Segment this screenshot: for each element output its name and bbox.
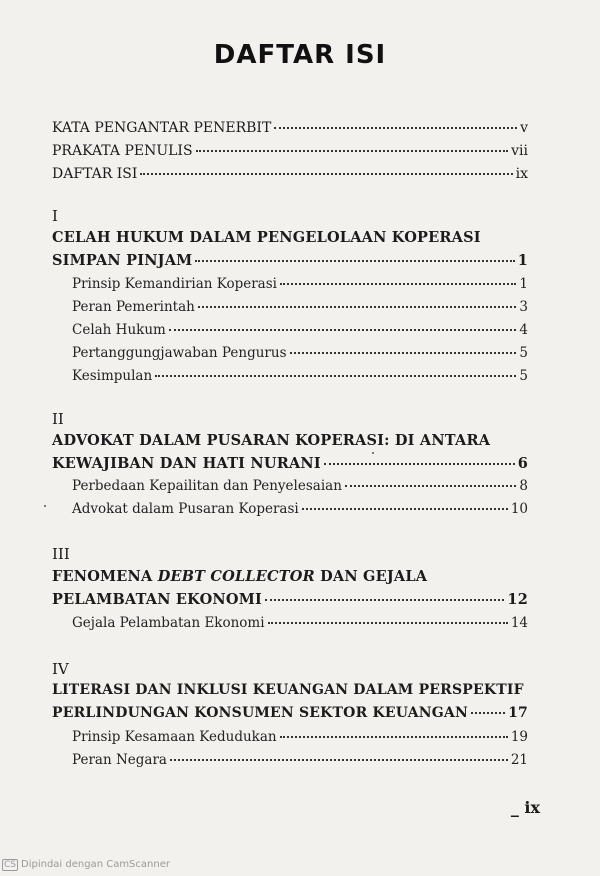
section-label: Pertanggungjawaban Pengurus bbox=[72, 345, 287, 361]
toc-section-entry bbox=[72, 368, 528, 384]
section-label: Gejala Pelambatan Ekonomi bbox=[72, 615, 265, 631]
chapter-title-entry bbox=[52, 591, 528, 608]
toc-entry-label: KATA PENGANTAR PENERBIT bbox=[52, 120, 272, 136]
dot-leader bbox=[155, 375, 516, 377]
toc-entry-page: v bbox=[520, 120, 528, 136]
dot-leader bbox=[196, 150, 509, 152]
chapter-title: CELAH HUKUM DALAM PENGELOLAAN KOPERASI bbox=[52, 229, 481, 246]
toc-section-entry bbox=[72, 276, 528, 292]
dot-leader bbox=[302, 508, 508, 510]
chapter-title-entry bbox=[52, 455, 528, 472]
section-page: 5 bbox=[519, 368, 528, 384]
toc-entry-page: vii bbox=[511, 143, 528, 159]
toc-section-entry bbox=[72, 752, 528, 768]
toc-section-entry bbox=[72, 615, 528, 631]
dot-leader bbox=[280, 736, 508, 738]
scan-speck bbox=[44, 505, 46, 507]
toc-entry-kata-pengantar bbox=[52, 120, 528, 136]
chapter-title-continued: PERLINDUNGAN KONSUMEN SEKTOR KEUANGAN bbox=[52, 705, 468, 721]
toc-entry-page: ix bbox=[515, 166, 528, 182]
chapter-title-continued: KEWAJIBAN DAN HATI NURANI bbox=[52, 455, 321, 472]
chapter-title: ADVOKAT DALAM PUSARAN KOPERASI: DI ANTARA bbox=[52, 432, 491, 449]
toc-section-entry bbox=[72, 478, 528, 494]
section-page: 4 bbox=[519, 322, 528, 338]
chapter-page: 6 bbox=[517, 455, 528, 472]
chapter-title-italic: DEBT COLLECTOR bbox=[157, 568, 315, 585]
section-page: 19 bbox=[510, 729, 528, 745]
chapter-title-entry bbox=[52, 705, 528, 721]
scan-speck bbox=[372, 452, 374, 454]
toc-entry-label: PRAKATA PENULIS bbox=[52, 143, 193, 159]
section-page: 5 bbox=[519, 345, 528, 361]
section-page: 10 bbox=[510, 501, 528, 517]
chapter-title-entry bbox=[52, 252, 528, 269]
chapter-title bbox=[52, 568, 427, 585]
dot-leader bbox=[170, 759, 508, 761]
toc-section-entry bbox=[72, 299, 528, 315]
toc-section-entry bbox=[72, 322, 528, 338]
chapter-number: IV bbox=[52, 660, 69, 678]
chapter-title: LITERASI DAN INKLUSI KEUANGAN DALAM PERSPEKTIF bbox=[52, 682, 524, 698]
dot-leader bbox=[195, 260, 514, 262]
dot-leader bbox=[198, 306, 517, 308]
toc-entry-prakata bbox=[52, 143, 528, 159]
chapter-number: II bbox=[52, 410, 64, 428]
section-label: Prinsip Kemandirian Koperasi bbox=[72, 276, 277, 292]
section-label: Perbedaan Kepailitan dan Penyelesaian bbox=[72, 478, 342, 494]
chapter-title-continued: SIMPAN PINJAM bbox=[52, 252, 193, 269]
dot-leader bbox=[274, 127, 517, 129]
section-label: Peran Pemerintah bbox=[72, 299, 195, 315]
chapter-page: 1 bbox=[517, 252, 528, 269]
chapter-number: I bbox=[52, 207, 58, 225]
dot-leader bbox=[140, 173, 512, 175]
chapter-title-continued: PELAMBATAN EKONOMI bbox=[52, 591, 262, 608]
toc-section-entry bbox=[72, 501, 528, 517]
toc-section-entry bbox=[72, 345, 528, 361]
section-label: Advokat dalam Pusaran Koperasi bbox=[72, 501, 299, 517]
chapter-title-part: DAN GEJALA bbox=[314, 568, 428, 585]
chapter-page: 17 bbox=[508, 705, 528, 721]
dot-leader bbox=[290, 352, 517, 354]
chapter-number: III bbox=[52, 545, 70, 563]
toc-entry-label: DAFTAR ISI bbox=[52, 166, 138, 182]
dot-leader bbox=[345, 485, 517, 487]
dot-leader bbox=[471, 712, 505, 714]
toc-section-entry bbox=[72, 729, 528, 745]
section-label: Peran Negara bbox=[72, 752, 167, 768]
section-page: 14 bbox=[510, 615, 528, 631]
section-page: 1 bbox=[519, 276, 528, 292]
section-page: 3 bbox=[519, 299, 528, 315]
page-number: _ ix bbox=[510, 798, 540, 817]
section-label: Kesimpulan bbox=[72, 368, 153, 384]
dot-leader bbox=[265, 599, 504, 601]
chapter-page: 12 bbox=[507, 591, 528, 608]
dot-leader bbox=[324, 463, 515, 465]
camscanner-logo: CS bbox=[4, 860, 16, 870]
page-title: DAFTAR ISI bbox=[213, 40, 387, 70]
chapter-title-part: FENOMENA bbox=[52, 568, 158, 585]
dot-leader bbox=[169, 329, 517, 331]
toc-entry-daftar-isi bbox=[52, 166, 528, 182]
scanner-text: Dipindai dengan CamScanner bbox=[21, 859, 170, 870]
section-label: Celah Hukum bbox=[72, 322, 166, 338]
dot-leader bbox=[268, 622, 508, 624]
dot-leader bbox=[280, 283, 516, 285]
scanner-watermark bbox=[2, 859, 170, 871]
section-page: 21 bbox=[510, 752, 528, 768]
section-page: 8 bbox=[519, 478, 528, 494]
section-label: Prinsip Kesamaan Kedudukan bbox=[72, 729, 277, 745]
